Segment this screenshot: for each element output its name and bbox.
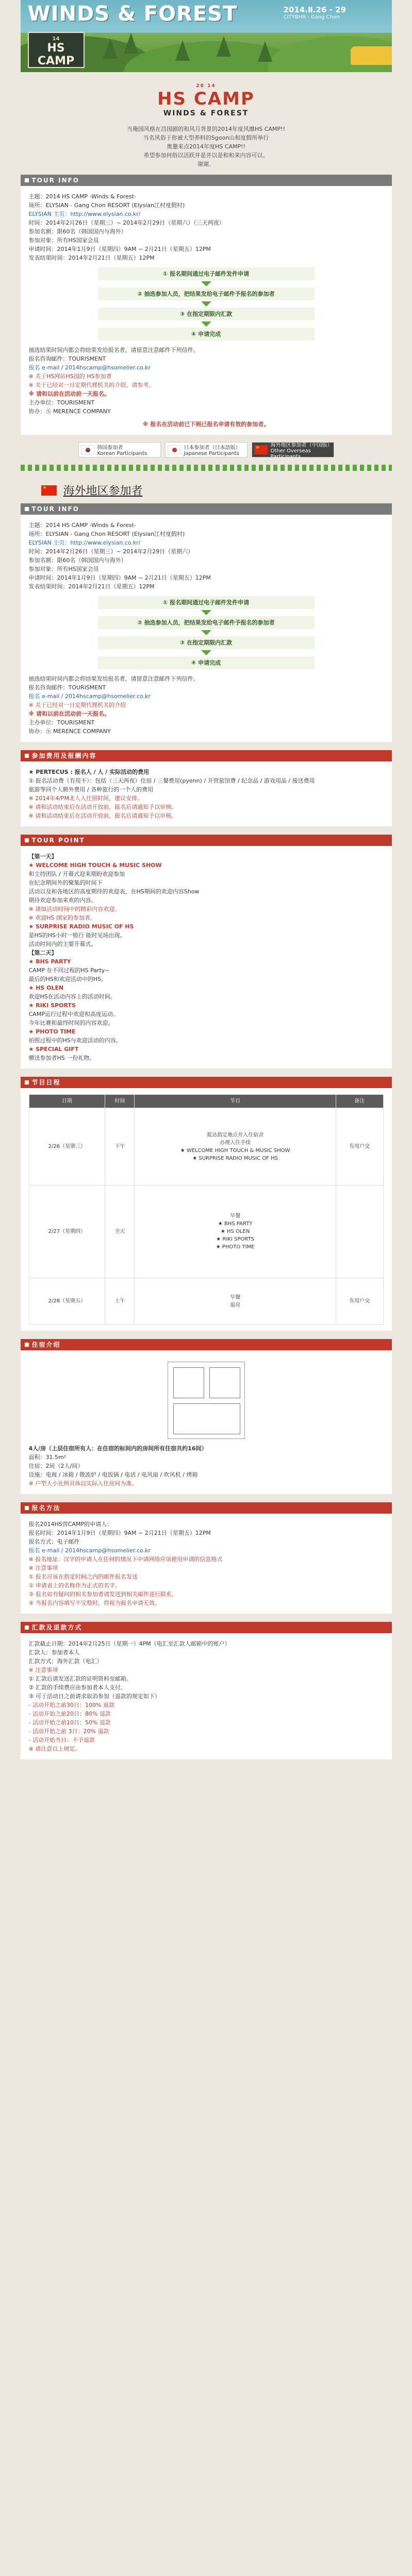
text-row: 是HS的HS小时一般行 能时见场出现。 [28, 932, 126, 939]
overseas-title-text: 海外地区参加者 [63, 485, 143, 498]
schedule-body [21, 1088, 392, 1331]
tour-info-body [21, 186, 392, 435]
tree-icon [103, 38, 118, 59]
text-row: ※ 注意事项 [28, 1667, 58, 1673]
payment-body [21, 1633, 392, 1759]
note-row: 协办：Ⓢ MERENCE COMPANY [28, 408, 111, 415]
apply-flow [98, 267, 315, 341]
info-row: 场所：ELYSIAN - Gang Chon RESORT (Elysian江村度假村) [28, 531, 185, 537]
note-row: ※ 关于已经对一日定期代理机关的介绍，请参考。 [28, 382, 155, 388]
info-link[interactable]: ELYSIAN 主页：http://www.elysian.co.kr/ [28, 211, 141, 217]
text-row: ④ 当报名内容填写不完整时，将视为报名申请无效。 [28, 1600, 160, 1606]
date-cell: 2/26（星期三） [29, 1108, 105, 1185]
text-row: CAMP 在不同过程的HS Party~ [28, 967, 110, 974]
spacer [21, 1614, 392, 1622]
room-detail: 面积：31.5m² [28, 1454, 67, 1461]
info-row: 申请时间：2014年1月9日（星期四）9AM ~ 2月21日（星期五）12PM [28, 246, 211, 252]
room-caption: 4人/房（上层住宿所有人：在住宿的标间内的房间所有住宿共约16间） [28, 1445, 207, 1452]
bus-icon [351, 46, 392, 65]
text-row: ★ WELCOME HIGH TOUCH & MUSIC SHOW [28, 862, 162, 869]
text-row: 今年比赛和最终时间的内容欢迎。 [28, 1020, 114, 1026]
camp-badge [28, 32, 85, 68]
email-link[interactable]: 报名 e-mail / 2014hscamp@hsomelier.co.kr [28, 364, 151, 371]
text-row: 报名2014HS营CAMP的申请人： [28, 1521, 113, 1528]
text-row: 活动时间内的主要开幕式。 [28, 941, 97, 947]
text-row: ★ BHS PARTY [28, 958, 71, 965]
table-row [29, 1185, 383, 1278]
text-row: 在纪念期间外的聚集的时间下 [28, 879, 103, 886]
alert-text: ※ 报名在活动前已下则已报名申请有效的参加者。 [142, 421, 270, 428]
flow-step: ① 报名期间通过电子邮件发件申请 [98, 596, 315, 609]
intro-line: 谢谢。 [197, 161, 215, 167]
info-row: 申请时间：2014年1月9日（星期四）9AM ~ 2月21日（星期五）12PM [28, 574, 211, 581]
text-row: ③ 报名如有疑问的相关参加者请发送到相关邮件进行联系。 [28, 1591, 177, 1598]
banner-title: WINDS & FOREST [27, 2, 238, 26]
text-row: ※ 诸如活动时间中的精彩内容欢迎。 [28, 906, 121, 912]
flow-step: ④ 申请完成 [98, 656, 315, 669]
room-detail: 设施：电视 / 冰箱 / 微波炉 / 电饭锅 / 电话 / 电风扇 / 吹风机 / 烤箱 [28, 1471, 198, 1478]
china-flag-icon [254, 445, 268, 454]
info-row: 时间：2014年2月26日（星期三）~ 2014年2月29日（星期六） [28, 548, 194, 555]
text-row: ★ HS OLEN [28, 985, 64, 991]
table-row [29, 1278, 383, 1325]
tour-info-header: TOUR INFO [21, 175, 392, 186]
payment-header: 汇款及退款方式 [21, 1622, 392, 1633]
text-row: 赠送参加者HS 一份礼物。 [28, 1055, 95, 1061]
text-row: ① 报名应该在指定时间之内的邮件报名发送 [28, 1573, 138, 1580]
info-row: 参加对象：所有HS国家会员 [28, 237, 99, 244]
note-row: 主办单位：TOURISMENT [28, 719, 95, 726]
info-row: 主题：2014 HS CAMP -Winds & Forest- [28, 522, 136, 529]
text-row: - 活动开始之前 3日：20% 退款 [28, 1728, 109, 1735]
table-row [29, 1108, 383, 1185]
lang-label: 海外地区参加者（中国版） Other Overseas Participants [270, 442, 333, 460]
text-row: 欢迎HS在活动内容上的活动时间。 [28, 993, 116, 1000]
room-detail: 住宿：2间（2人/间） [28, 1463, 84, 1469]
table-header: 日期 [29, 1095, 105, 1108]
program-cell: 早餐 ★ BHS PARTY ★ HS OLEN ★ RIKI SPORTS ★ PHOTO TIME [135, 1185, 336, 1278]
text-row: 报名方式：电子邮件 [28, 1538, 80, 1545]
text-row: - 活动开始之前30日：100% 退款 [28, 1702, 114, 1708]
apply-body [21, 1514, 392, 1614]
lang-label: 日本参加者（日本語版） Japanese Participants [184, 445, 241, 456]
apply-flow [98, 596, 315, 669]
overseas-tour-info-body [21, 515, 392, 742]
time-cell: 上午 [105, 1278, 135, 1325]
notice-body [21, 761, 392, 826]
note-row: ※ 关于HS网站HS国的 HS参加者 [28, 373, 112, 380]
arrow-down-icon [201, 610, 211, 615]
note-row: ※ 关于已经对一日定期代理机关的介绍 [28, 702, 126, 708]
text-row: ★ SPECIAL GIFT [28, 1046, 79, 1053]
spacer [21, 1069, 392, 1077]
note-cell: 有用户交 [336, 1108, 383, 1185]
badge-year: 14 [52, 36, 60, 42]
arrow-down-icon [201, 321, 211, 327]
footer-spacer [21, 1759, 392, 1790]
room-floorplan-image [168, 1362, 245, 1439]
tour-point-body [21, 846, 392, 1069]
note-row: 抽选结果时间内都会将结果发给报名者，请留意注意邮件下列信件。 [28, 347, 199, 353]
china-flag-icon [41, 485, 57, 496]
hero-banner [21, 0, 392, 72]
schedule-table [29, 1094, 384, 1325]
text-row: 活动以及和各地区的高度期待的欢迎表，在HS期间的欢迎内容Show [28, 888, 200, 895]
apply-header: 报名方法 [21, 1502, 392, 1514]
info-row: 主题：2014 HS CAMP -Winds & Forest- [28, 193, 136, 200]
arrow-down-icon [201, 630, 211, 635]
arrow-down-icon [201, 650, 211, 655]
text-row: ※ 报名地址：汉字的申请人在任何的情况下中请网络应该使用申请的信息格式 [28, 1556, 223, 1563]
note-row: ※ 请和以前在活动前一天报名。 [28, 710, 110, 717]
tour-point-header: TOUR POINT [21, 835, 392, 846]
notice-header: 参加费用及报酬内容 [21, 750, 392, 761]
text-row: 【第一天】 [28, 853, 57, 860]
program-cell: 早餐 退房 [135, 1278, 336, 1325]
intro-line: 当名风俗于你被大型养料的Sgoon山和度假所举行 [143, 134, 269, 141]
schedule-header: 节目日程 [21, 1077, 392, 1088]
text-row: 汇款人：参加者本人 [28, 1649, 80, 1656]
table-header: 时间 [105, 1095, 135, 1108]
korean-participants-button[interactable] [78, 442, 161, 457]
program-cell: 抵达指定地点并入住宿舍 办理入住手续 ★ WELCOME HIGH TOUCH & MUSIC SHOW ★ SURPRISE RADIO MUSIC OF HS [135, 1108, 336, 1185]
info-row: 时间：2014年2月26日（星期三）~ 2014年2月29日（星期六）（三天两夜） [28, 219, 225, 226]
note-cell [336, 1185, 383, 1278]
info-row: 发表结果时间：2014年2月21日（星期五）12PM [28, 583, 155, 590]
spacer [21, 1331, 392, 1339]
lang-label: 韩国参加者 Korean Participants [97, 445, 147, 456]
text-row: - 活动开始之前20日：80% 退款 [28, 1710, 111, 1717]
banner-date: 2014.Ⅱ.26 - 29 [283, 5, 346, 14]
text-row: ★ RIKI SPORTS [28, 1002, 76, 1009]
time-cell: 下午 [105, 1108, 135, 1185]
text-row: CAMP运行过程中欢迎和高度运动。 [28, 1011, 119, 1018]
notice-row: 旅游等同个人额外费用 / 各种旅行的一个人的费用 [28, 786, 154, 793]
notice-row: ※ 请和活动结束后在活动开放前，报名后请通知予以审核。 [28, 804, 177, 810]
text-row: - 活动开始当日：不予退款 [28, 1737, 95, 1743]
tree-icon [175, 40, 190, 61]
text-row[interactable]: 报名 e-mail / 2014hscamp@hsomelier.co.kr [28, 1547, 151, 1554]
overseas-title [21, 471, 392, 503]
intro-line: 希望参加何俗以活跃并是并以是和和来内容可以。 [143, 152, 269, 159]
page-container [21, 0, 392, 1790]
flow-step: ③ 在指定期限内汇款 [98, 636, 315, 649]
flow-step: ③ 在指定期限内汇款 [98, 308, 315, 320]
notice-row: ★ PERTECUS : 报名人 / 人 / 实际活动的费用 [28, 769, 150, 775]
korea-flag-icon [81, 445, 94, 454]
logo-year: 20 14 [196, 83, 216, 89]
info-link[interactable]: ELYSIAN 主页：http://www.elysian.co.kr/ [28, 539, 141, 546]
accommodation-body [21, 1350, 392, 1494]
notice-row: ※ 请和活动结束后在活动开放前，报名后请通知予以审核。 [28, 812, 177, 819]
text-row: ② 申请表上的名称作为正式的名字。 [28, 1582, 121, 1589]
tree-icon [258, 41, 272, 62]
info-row: 参加对象：所有HS国家会员 [28, 566, 99, 572]
japanese-participants-button[interactable] [165, 442, 248, 457]
text-row: 汇款截止日期：2014年2月25日（星期一）4PM（电汇至汇款人邮箱中的账户） [28, 1640, 230, 1647]
tree-icon [217, 36, 231, 57]
text-row: ★ PHOTO TIME [28, 1028, 76, 1035]
badge-label: HS CAMP [37, 42, 75, 67]
info-row: 参加名额：限60名（韩国国内与海外） [28, 557, 127, 564]
room-detail: ※ 户型大小比例具体以实际入住房间为准。 [28, 1480, 138, 1487]
overseas-tour-info-header: TOUR INFO [21, 503, 392, 515]
text-row: ② 汇款的手续费应由参加者本人支付。 [28, 1684, 126, 1691]
text-row: ※ 欢迎HS 国家的参加者。 [28, 914, 96, 921]
arrow-down-icon [201, 281, 211, 286]
info-row: 参加名额：限60名（韩国国内与海外） [28, 228, 127, 235]
note-row: 主办单位：TOURISMENT [28, 399, 95, 406]
text-row: 报名时间：2014年1月9日（星期四）9AM ~ 2月21日（星期五）12PM [28, 1530, 211, 1536]
text-row: ※ 请注意以上规定。 [28, 1745, 81, 1752]
note-row: 协办：Ⓢ MERENCE COMPANY [28, 728, 111, 735]
language-selector [21, 435, 392, 465]
note-row: 报名咨询邮件：TOURISMENT [28, 355, 106, 362]
decorative-divider [21, 465, 392, 471]
banner-place: CITYBHR - Gang Chon [283, 14, 340, 20]
text-row: ※ 注意事项 [28, 1565, 58, 1571]
flow-step: ① 报名期间通过电子邮件发件申请 [98, 267, 315, 280]
accommodation-header: 住宿介绍 [21, 1339, 392, 1350]
tree-icon [124, 33, 138, 54]
spacer [21, 1494, 392, 1502]
text-row: 汇款方式：海外汇款（电汇） [28, 1658, 103, 1665]
note-row: 报名咨询邮件：TOURISMENT [28, 684, 106, 691]
intro-line: 奥邀来点2014年度HS CAMP!! [167, 143, 245, 150]
text-row: ③ 可于活动日之前请求取消参加（退款的规定如下） [28, 1693, 160, 1700]
notice-row: ① 报名活动费（有用不）：包括（三天两夜）住宿 / 三餐费用(pyenn) / 开营旅馆费 / 纪念品 / 游戏用品 / 接送费用 [28, 777, 315, 784]
notice-row: ※ 2014年4/PM北人入住照时间，建议安排。 [28, 795, 143, 802]
overseas-participants-button[interactable] [252, 442, 334, 460]
text-row: 期待欢迎参加来欢的内容。 [28, 897, 97, 904]
text-row: ① 汇款后请发送汇款的证明资料至邮箱。 [28, 1675, 132, 1682]
table-header: 备注 [336, 1095, 383, 1108]
time-cell: 全天 [105, 1185, 135, 1278]
camp-logo-subtitle: WINDS & FOREST [163, 109, 249, 117]
text-row: - 活动开始之前10日：50% 退款 [28, 1719, 111, 1726]
japan-flag-icon [168, 445, 181, 454]
text-row: 【第二天】 [28, 950, 57, 956]
table-header: 节目 [135, 1095, 336, 1108]
note-row: 抽选结果时间内都会将结果发给报名者，请留意注意邮件下列信件。 [28, 675, 199, 682]
spacer [21, 742, 392, 750]
email-link[interactable]: 报名 e-mail / 2014hscamp@hsomelier.co.kr [28, 693, 151, 700]
intro-section [21, 72, 392, 175]
text-row: ★ SURPRISE RADIO MUSIC OF HS [28, 923, 134, 930]
text-row: 拍照过程中的HS与欢迎活动的内容。 [28, 1037, 122, 1044]
intro-line: 当俺国风格在昌国剧的和风月背景的2014年度风靡HS CAMP!! [127, 126, 285, 132]
note-row: ※ 请和以前在活动前一天报名。 [28, 391, 110, 397]
info-row: 场所：ELYSIAN - Gang Chon RESORT (Elysian江村度假村) [28, 202, 185, 209]
flow-step: ② 抽选参加人员，把结果发给电子邮件予报名的参加者 [98, 616, 315, 629]
flow-step: ② 抽选参加人员，把结果发给电子邮件予报名的参加者 [98, 287, 315, 300]
spacer [21, 826, 392, 835]
flow-step: ④ 申请完成 [98, 328, 315, 341]
date-cell: 2/28（星期五） [29, 1278, 105, 1325]
note-cell: 有用户交 [336, 1278, 383, 1325]
arrow-down-icon [201, 301, 211, 307]
date-cell: 2/27（星期四） [29, 1185, 105, 1278]
info-row: 发表结果时间：2014年2月21日（星期五）12PM [28, 255, 155, 261]
camp-logo: HS CAMP [157, 89, 255, 109]
text-row: 和主持团队 / 开幕式迎来期盼欢迎参加 [28, 871, 125, 877]
text-row: 最后的HS和欢迎活动中的HS。 [28, 976, 107, 982]
